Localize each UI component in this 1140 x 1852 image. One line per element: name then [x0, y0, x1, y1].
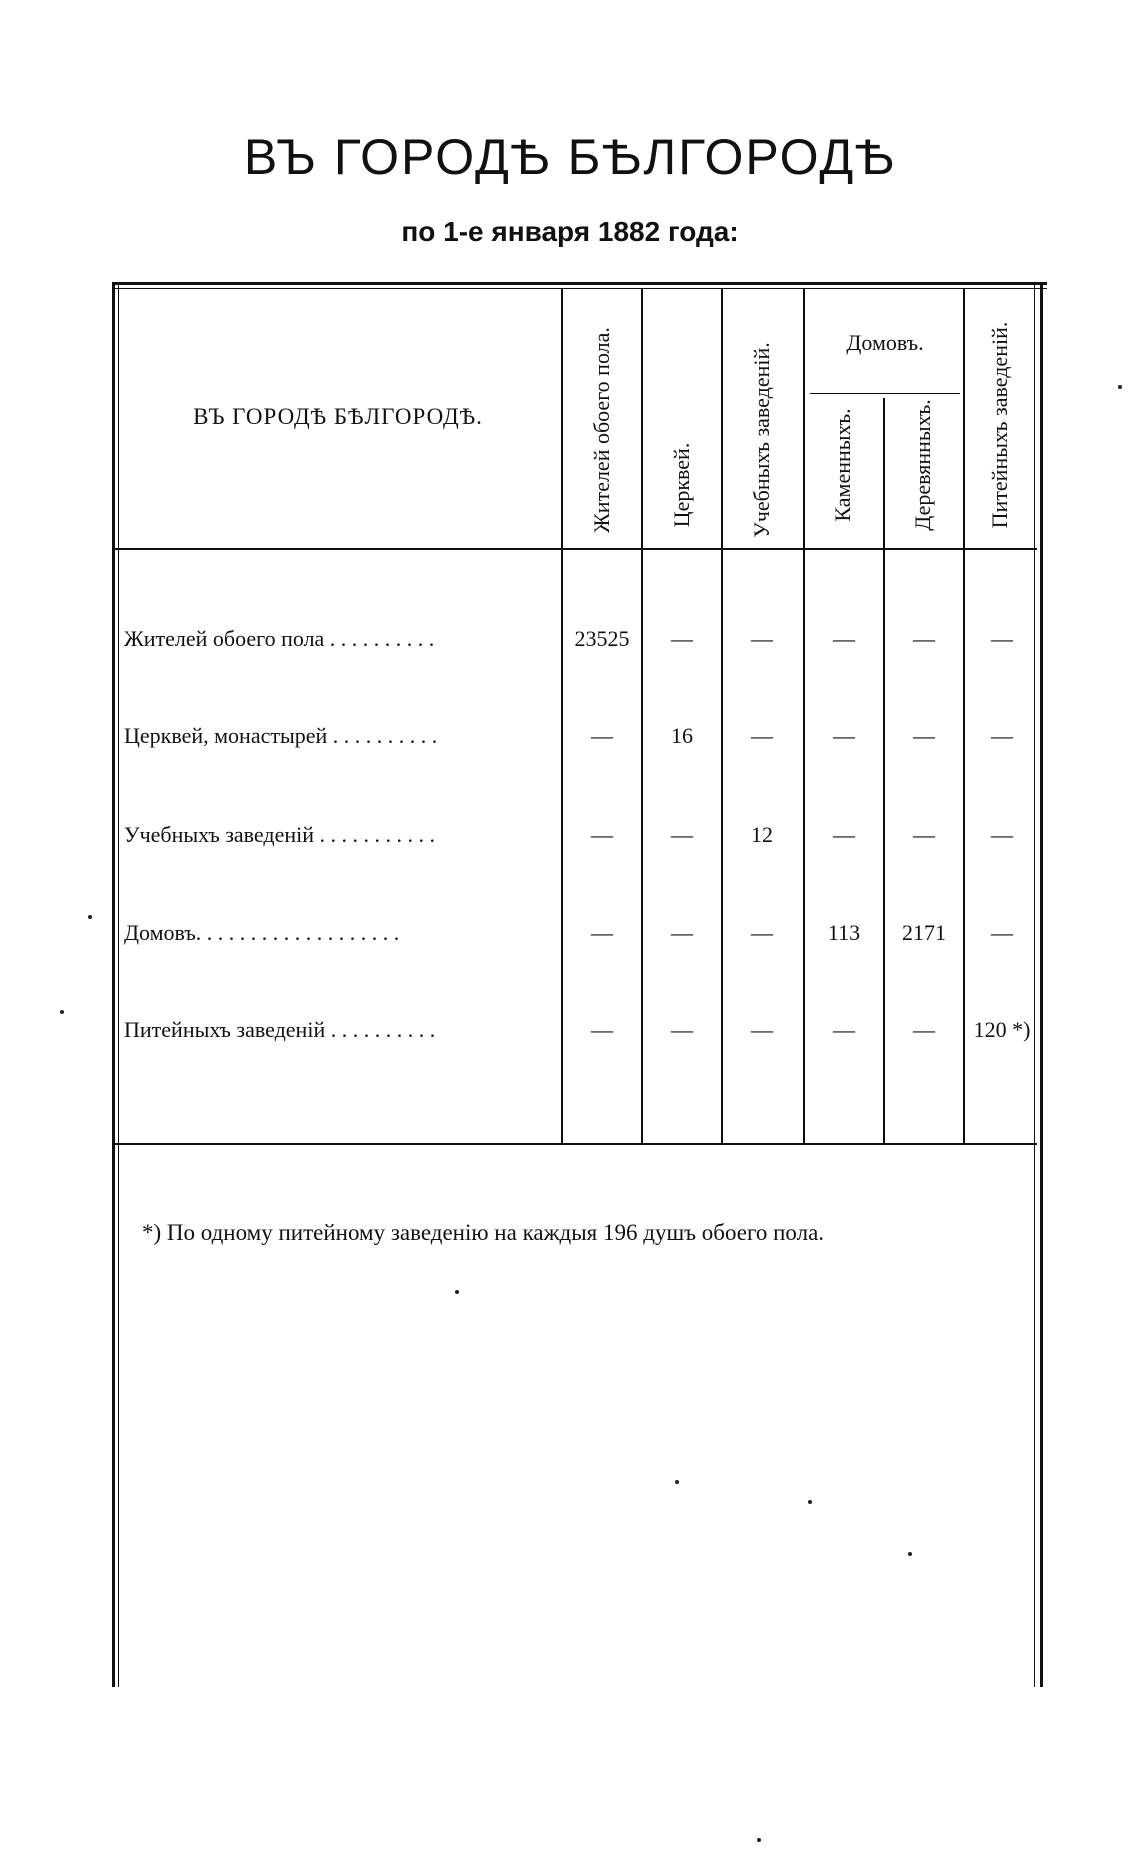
- scan-speck: [908, 1552, 912, 1556]
- page-subtitle: по 1-е января 1882 года:: [401, 216, 739, 247]
- cell: 12: [751, 822, 773, 847]
- cell: —: [833, 1017, 855, 1042]
- cell: —: [751, 626, 773, 651]
- cell: 16: [671, 723, 693, 748]
- scan-speck: [675, 1480, 679, 1484]
- cell: —: [751, 1017, 773, 1042]
- cell: —: [671, 1017, 693, 1042]
- cell: —: [991, 626, 1013, 651]
- scan-speck: [60, 1010, 64, 1014]
- scan-speck: [808, 1500, 812, 1504]
- scan-speck: [757, 1838, 761, 1842]
- cell: 113: [827, 920, 861, 945]
- cell: —: [671, 822, 693, 847]
- cell: 2171: [902, 920, 946, 945]
- cell: —: [833, 822, 855, 847]
- row-label: Домовъ. . . . . . . . . . . . . . . . . . .: [124, 920, 400, 945]
- cell: —: [913, 626, 935, 651]
- cell: —: [991, 920, 1013, 945]
- header-bottom-rule: [115, 548, 1037, 550]
- cell: 23525: [574, 626, 630, 651]
- scan-speck: [455, 1290, 459, 1294]
- domov-group-rule: [810, 393, 960, 394]
- row-label: Жителей обоего пола . . . . . . . . . .: [124, 626, 435, 651]
- footnote: *) По одному питейному заведенію на каждыя 196 душъ обоего пола.: [142, 1220, 825, 1245]
- table-header-main: ВЪ ГОРОДѢ БѢЛГОРОДѢ.: [193, 404, 483, 429]
- col-sep-3: [721, 288, 723, 1143]
- page-title: ВЪ ГОРОДѢ БѢЛГОРОДѢ: [243, 129, 897, 185]
- cell: —: [833, 626, 855, 651]
- table-top-border: [112, 282, 1047, 285]
- cell: —: [671, 920, 693, 945]
- cell: —: [591, 1017, 613, 1042]
- table-left-border-thin: [118, 282, 119, 1687]
- cell: 120 *): [973, 1017, 1031, 1042]
- table-right-border-thin: [1034, 282, 1035, 1687]
- cell: —: [591, 822, 613, 847]
- col-sep-5: [883, 398, 885, 1143]
- body-bottom-rule: [115, 1143, 1037, 1145]
- row-label: Питейныхъ заведеній . . . . . . . . . .: [124, 1017, 436, 1042]
- cell: —: [591, 920, 613, 945]
- cell: —: [991, 822, 1013, 847]
- scan-speck: [88, 915, 92, 919]
- col-sep-1: [561, 288, 563, 1143]
- table-left-border: [112, 282, 115, 1687]
- table-right-border: [1040, 282, 1043, 1687]
- cell: —: [913, 1017, 935, 1042]
- cell: —: [991, 723, 1013, 748]
- scan-speck: [1118, 385, 1122, 389]
- cell: —: [913, 723, 935, 748]
- row-label: Церквей, монастырей . . . . . . . . . .: [124, 723, 438, 748]
- cell: —: [671, 626, 693, 651]
- row-label: Учебныхъ заведеній . . . . . . . . . . .: [124, 822, 435, 847]
- col-sep-6: [963, 288, 965, 1143]
- cell: —: [913, 822, 935, 847]
- cell: —: [833, 723, 855, 748]
- col-sep-2: [641, 288, 643, 1143]
- col-group-header-houses: Домовъ.: [846, 330, 924, 355]
- col-sep-4: [803, 288, 805, 1143]
- cell: —: [591, 723, 613, 748]
- table-top-border-thin: [112, 288, 1047, 289]
- cell: —: [751, 920, 773, 945]
- cell: —: [751, 723, 773, 748]
